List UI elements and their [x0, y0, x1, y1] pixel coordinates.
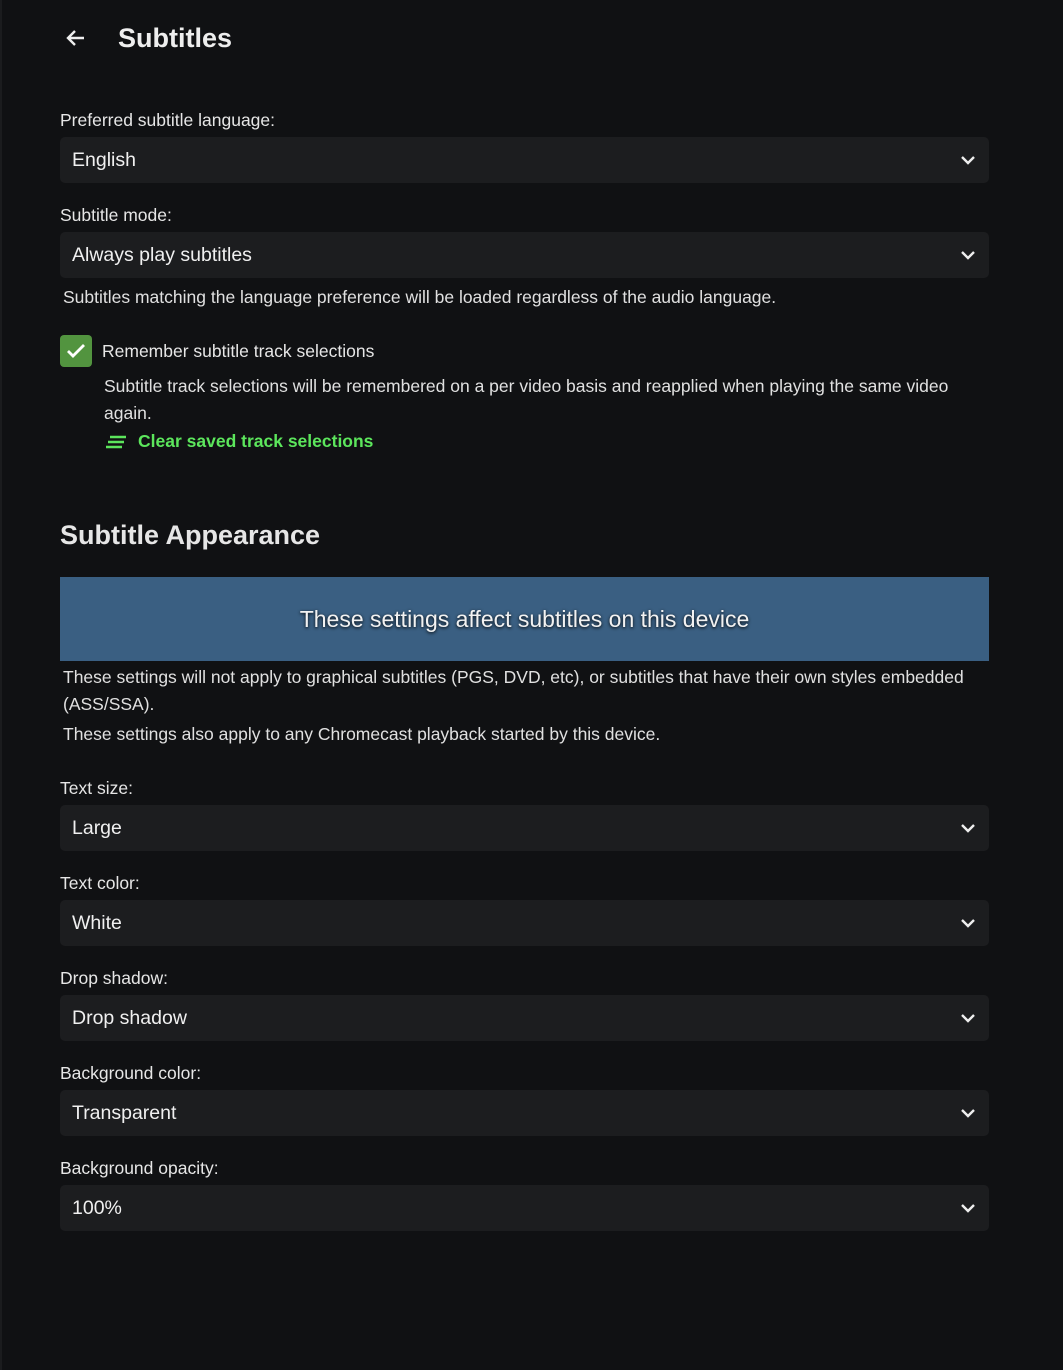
drop-shadow-select[interactable]	[60, 995, 989, 1041]
background-opacity-label: Background opacity:	[60, 1158, 219, 1178]
mode-label: Subtitle mode:	[60, 205, 172, 225]
mode-select[interactable]	[60, 232, 989, 278]
remember-checkbox[interactable]	[60, 335, 92, 367]
page-header	[60, 20, 232, 56]
background-color-field	[60, 1063, 989, 1136]
remember-help: Subtitle track selections will be remembered on a per video basis and reapplied when playing the same video again.	[104, 376, 949, 423]
arrow-left-icon	[64, 26, 88, 50]
text-size-label: Text size:	[60, 778, 133, 798]
drop-shadow-value: Drop shadow	[72, 1006, 187, 1029]
mode-field	[60, 205, 989, 311]
language-label: Preferred subtitle language:	[60, 110, 275, 130]
language-value: English	[72, 148, 136, 171]
checkmark-icon	[65, 340, 87, 362]
clear-label: Clear saved track selections	[138, 431, 374, 451]
text-color-select[interactable]	[60, 900, 989, 946]
background-color-value: Transparent	[72, 1101, 177, 1124]
appearance-note-2: These settings also apply to any Chromecast playback started by this device.	[63, 724, 661, 744]
language-select[interactable]	[60, 137, 989, 183]
remember-label: Remember subtitle track selections	[102, 340, 375, 361]
mode-help: Subtitles matching the language preference will be loaded regardless of the audio language.	[63, 287, 777, 307]
background-opacity-field	[60, 1158, 989, 1231]
background-opacity-select[interactable]	[60, 1185, 989, 1231]
background-color-select[interactable]	[60, 1090, 989, 1136]
clear-track-selections-button[interactable]	[104, 431, 989, 452]
chevron-down-icon	[959, 246, 977, 264]
language-field	[60, 110, 989, 183]
page-title: Subtitles	[118, 22, 233, 53]
clear-all-icon	[104, 434, 128, 450]
background-color-label: Background color:	[60, 1063, 202, 1083]
back-button[interactable]	[60, 20, 92, 56]
device-settings-banner: These settings affect subtitles on this device	[60, 577, 989, 661]
drop-shadow-label: Drop shadow:	[60, 968, 168, 988]
chevron-down-icon	[959, 151, 977, 169]
text-color-field	[60, 873, 989, 946]
appearance-heading: Subtitle Appearance	[60, 520, 321, 550]
chevron-down-icon	[959, 1199, 977, 1217]
chevron-down-icon	[959, 1009, 977, 1027]
chevron-down-icon	[959, 819, 977, 837]
text-size-select[interactable]	[60, 805, 989, 851]
text-size-value: Large	[72, 816, 122, 839]
text-color-value: White	[72, 911, 122, 934]
text-color-label: Text color:	[60, 873, 140, 893]
chevron-down-icon	[959, 1104, 977, 1122]
chevron-down-icon	[959, 914, 977, 932]
mode-value: Always play subtitles	[72, 243, 252, 266]
drop-shadow-field	[60, 968, 989, 1041]
background-opacity-value: 100%	[72, 1196, 122, 1219]
text-size-field	[60, 778, 989, 851]
appearance-note-1: These settings will not apply to graphical subtitles (PGS, DVD, etc), or subtitles that have their own styles embedded (ASS/SSA).	[63, 667, 964, 714]
